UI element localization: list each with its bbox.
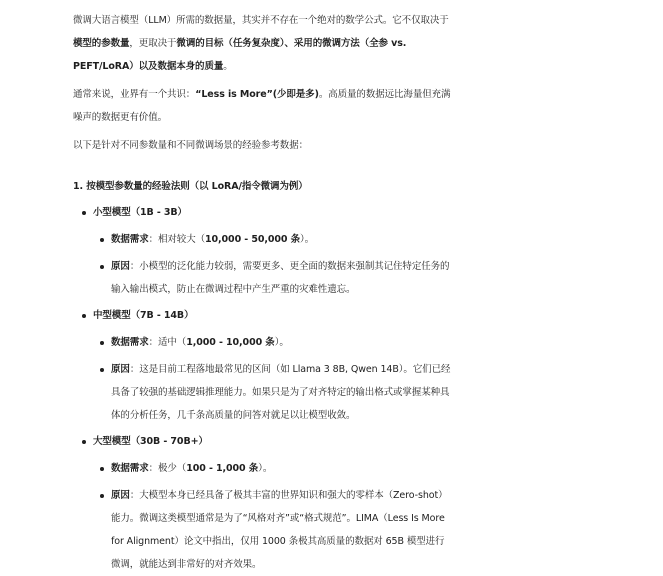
bullet-dot-icon	[82, 314, 86, 318]
bullet-dot-icon	[82, 440, 86, 444]
small-reason-item: 原因：小模型的泛化能力较弱，需要更多、更全面的数据来强制其记住特定任务的输入输出模式，防止在微调过程中产生严重的灾难性遗忘。	[73, 255, 451, 301]
lead-in-paragraph: 以下是针对不同参数量和不同微调场景的经验参考数据：	[73, 140, 309, 151]
list-item-large-model	[73, 430, 451, 453]
bullet-dot-icon	[100, 467, 104, 471]
medium-demand-item: 数据需求：适中（1,000 - 10,000 条）。	[73, 331, 451, 354]
list-item-medium-model	[73, 304, 451, 327]
medium-model-title: 中型模型（7B - 14B）	[93, 310, 194, 321]
medium-reason-item: 原因：这是目前工程落地最常见的区间（如 Llama 3 8B, Qwen 14B）。它们已经具备了较强的基础逻辑推理能力。如果只是为了对齐特定的输出格式或掌握某种具体的分析任务，几千条高质量的问答对就足以让模型收敛。	[73, 358, 451, 427]
bullet-dot-icon	[100, 368, 104, 372]
section-heading: 1. 按模型参数量的经验法则（以 LoRA/指令微调为例）	[73, 181, 308, 192]
small-demand-item: 数据需求：相对较大（10,000 - 50,000 条）。	[73, 228, 451, 251]
intro-paragraph: 微调大语言模型（LLM）所需的数据量，其实并不存在一个绝对的数学公式。它不仅取决于模型的参数量，更取决于微调的目标（任务复杂度）、采用的微调方法（全参 vs. PEFT/LoRA）以及数据本身的质量。	[73, 15, 449, 72]
small-model-title: 小型模型（1B - 3B）	[93, 207, 187, 218]
bullet-dot-icon	[100, 494, 104, 498]
consensus-paragraph: 通常来说，业界有一个共识：“Less is More”(少即是多)。高质量的数据远比海量但充满噪声的数据更有价值。	[73, 89, 451, 123]
bullet-dot-icon	[100, 265, 104, 269]
large-reason-item: 原因：大模型本身已经具备了极其丰富的世界知识和强大的零样本（Zero-shot）能力。微调这类模型通常是为了“风格对齐”或“格式规范”。LIMA（Less Is More for Alignment）论文中指出，仅用 1000 条极其高质量的数据对 65B 模型进行微调，就能达到非常好的对齐效果。	[73, 484, 451, 576]
bullet-dot-icon	[82, 211, 86, 215]
large-model-title: 大型模型（30B - 70B+）	[93, 436, 208, 447]
bullet-dot-icon	[100, 238, 104, 242]
document-content	[73, 9, 451, 576]
large-demand-item: 数据需求：极少（100 - 1,000 条）。	[73, 457, 451, 480]
list-item-small-model	[73, 201, 451, 224]
bullet-dot-icon	[100, 341, 104, 345]
